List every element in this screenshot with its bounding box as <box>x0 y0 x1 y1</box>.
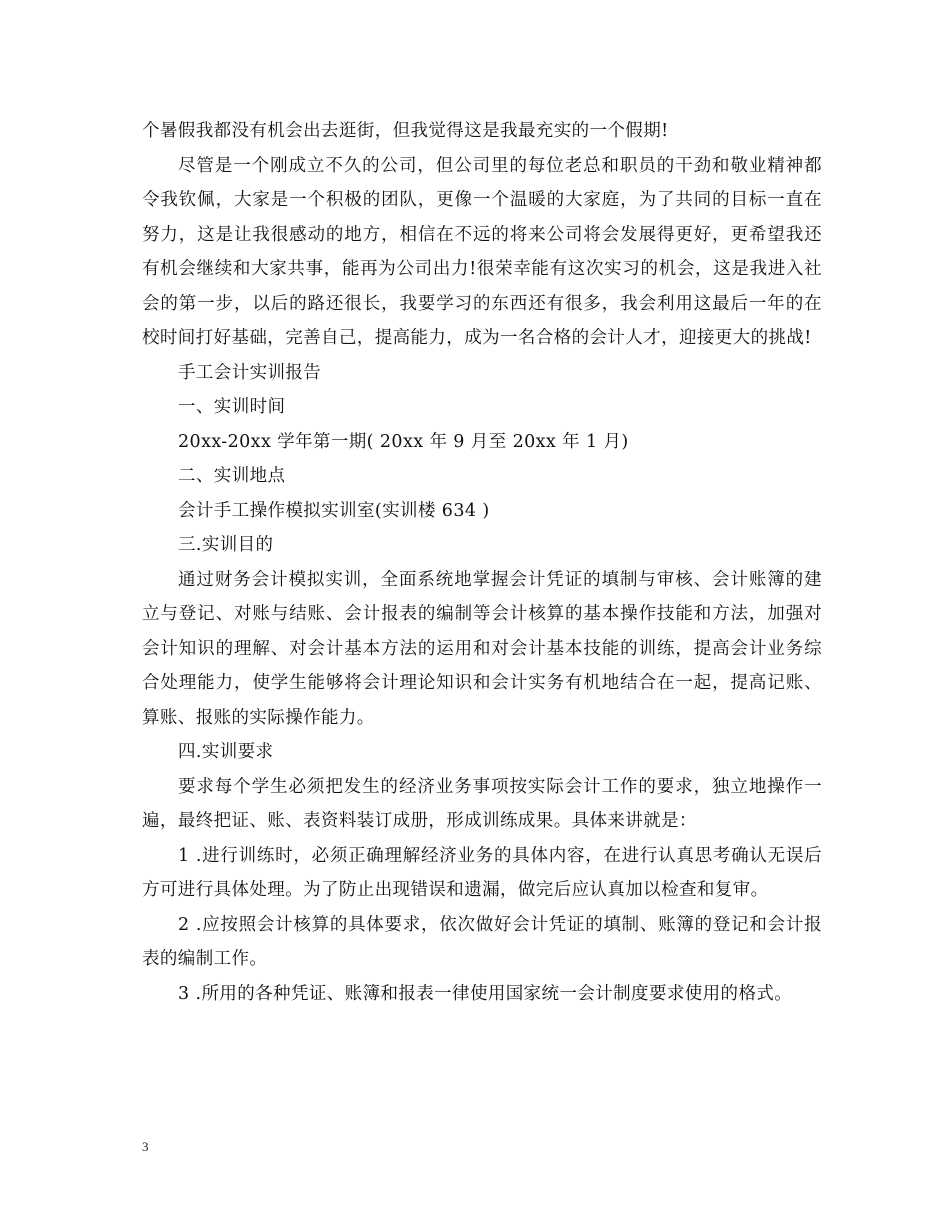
requirement-item-1: 1 .进行训练时，必须正确理解经济业务的具体内容，在进行认真思考确认无误后方可进行具体处理。为了防止出现错误和遗漏，做完后应认真加以检查和复审。 <box>142 845 822 900</box>
paragraph-company-reflection: 尽管是一个刚成立不久的公司，但公司里的每位老总和职员的干劲和敬业精神都令我钦佩，大家是一个积极的团队，更像一个温暖的大家庭，为了共同的目标一直在努力，这是让我很感动的地方，相信在不远的将来公司将会发展得更好，更希望我还有机会继续和大家共事，能再为公司出力!很荣幸能有这次实习的机会，这是我进入社会的第一步，以后的路还很长，我要学习的东西还有很多，我会利用这最后一年的在校时间打好基础，完善自己，提高能力，成为一名合格的会计人才，迎接更大的挑战! <box>142 155 822 348</box>
requirement-item-3: 3 .所用的各种凭证、账簿和报表一律使用国家统一会计制度要求使用的格式。 <box>178 983 793 1004</box>
requirement-item-2: 2 .应按照会计核算的具体要求，依次做好会计凭证的填制、账簿的登记和会计报表的编制工作。 <box>142 914 822 969</box>
report-title: 手工会计实训报告 <box>178 362 322 383</box>
paragraph-requirements: 要求每个学生必须把发生的经济业务事项按实际会计工作的要求，独立地操作一遍，最终把证、账、表资料装订成册，形成训练成果。具体来讲就是： <box>142 776 822 831</box>
section-heading-purpose: 三.实训目的 <box>178 535 274 555</box>
page-number: 3 <box>142 1139 149 1154</box>
section-heading-time: 一、实训时间 <box>178 397 286 417</box>
paragraph-purpose: 通过财务会计模拟实训，全面系统地掌握会计凭证的填制与审核、会计账簿的建立与登记、对账与结账、会计报表的编制等会计核算的基本操作技能和方法，加强对会计知识的理解、对会计基本方法的运用和对会计基本技能的训练，提高会计业务综合处理能力，使学生能够将会计理论知识和会计实务有机地结合在一起，提高记账、算账、报账的实际操作能力。 <box>142 569 822 728</box>
section-heading-requirements: 四.实训要求 <box>178 742 274 762</box>
training-time: 20xx-20xx 学年第一期( 20xx 年 9 月至 20xx 年 1 月) <box>178 431 629 452</box>
paragraph-continuation: 个暑假我都没有机会出去逛街，但我觉得这是我最充实的一个假期! <box>142 121 669 141</box>
section-heading-location: 二、实训地点 <box>178 466 286 486</box>
training-location: 会计手工操作模拟实训室(实训楼 634 ) <box>178 500 490 521</box>
document-body <box>142 114 822 1011</box>
